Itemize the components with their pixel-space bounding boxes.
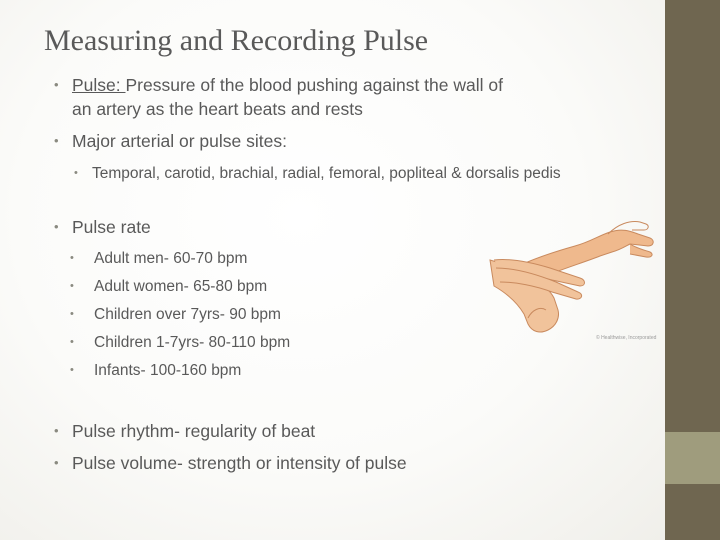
bullet-dot-icon: • [70,252,74,264]
sites-heading: Major arterial or pulse sites: [72,131,287,151]
side-accent-block [665,432,720,484]
rhythm-text: Pulse rhythm- regularity of beat [72,421,316,441]
bullet-dot-icon: • [54,219,59,234]
rate-item-text: Children over 7yrs- 90 bpm [94,306,281,323]
definition-body: Pressure of the blood pushing against the wall of an artery as the heart beats and rests [72,75,503,119]
bullet-dot-icon: • [74,167,78,179]
rate-item-text: Adult men- 60-70 bpm [94,250,248,267]
bullet-dot-icon: • [54,423,59,438]
bullet-dot-icon: • [70,308,74,320]
wrist-pulse-check-illustration [480,198,660,348]
rate-item-text: Infants- 100-160 bpm [94,362,242,379]
volume-text: Pulse volume- strength or intensity of pulse [72,453,407,473]
definition-term: Pulse: [72,75,126,95]
bullet-dot-icon: • [54,455,59,470]
definition-text [72,73,522,121]
rate-item-text: Adult women- 65-80 bpm [94,278,268,295]
bullet-dot-icon: • [54,133,59,148]
rate-item-text: Children 1-7yrs- 80-110 bpm [94,334,291,351]
bullet-dot-icon: • [54,77,59,92]
bullet-dot-icon: • [70,280,74,292]
bullet-dot-icon: • [70,364,74,376]
rate-heading: Pulse rate [72,217,151,237]
bullet-dot-icon: • [70,336,74,348]
slide-title: Measuring and Recording Pulse [44,24,429,57]
image-credit: © Healthwise, Incorporated [596,335,657,341]
sites-list: Temporal, carotid, brachial, radial, femoral, popliteal & dorsalis pedis [92,165,561,182]
